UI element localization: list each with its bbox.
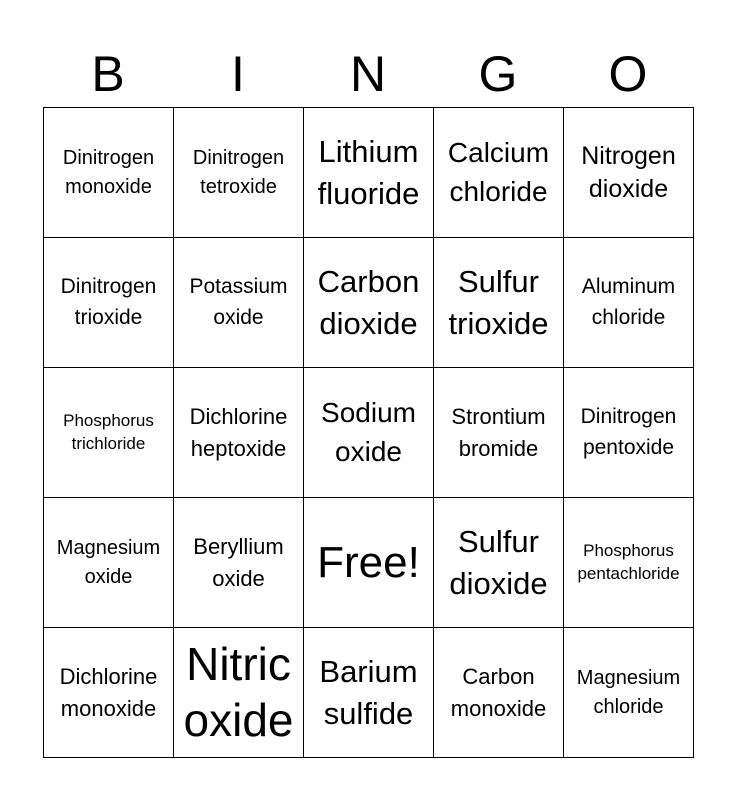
cell-label: Carbon dioxide — [317, 264, 420, 341]
bingo-cell[interactable] — [564, 238, 694, 368]
board-row — [44, 368, 694, 498]
board-row — [44, 498, 694, 628]
header-letter-b: B — [91, 46, 125, 102]
bingo-cell[interactable] — [304, 108, 434, 238]
bingo-cell[interactable] — [564, 628, 694, 758]
bingo-cell[interactable] — [44, 628, 174, 758]
cell-label: Phosphorus pentachloride — [577, 540, 680, 583]
bingo-cell[interactable] — [434, 108, 564, 238]
bingo-cell[interactable] — [304, 238, 434, 368]
cell-label: Calcium chloride — [447, 136, 550, 207]
bingo-cell[interactable] — [44, 238, 174, 368]
cell-label: Aluminum chloride — [581, 275, 676, 329]
bingo-cell[interactable] — [44, 368, 174, 498]
bingo-cell[interactable] — [174, 368, 304, 498]
cell-label: Lithium fluoride — [317, 134, 420, 211]
bingo-cell[interactable] — [44, 498, 174, 628]
board-row — [44, 628, 694, 758]
cell-label: Potassium oxide — [189, 275, 288, 329]
bingo-cell[interactable] — [174, 628, 304, 758]
bingo-header — [43, 40, 693, 108]
bingo-cell[interactable] — [434, 628, 564, 758]
cell-label: Dinitrogen tetroxide — [192, 146, 285, 198]
header-letter-g: G — [478, 46, 518, 102]
cell-label: Beryllium oxide — [193, 533, 284, 591]
cell-label: Barium sulfide — [319, 654, 418, 731]
bingo-cell[interactable] — [174, 238, 304, 368]
bingo-cell[interactable] — [174, 108, 304, 238]
cell-label: Sodium oxide — [321, 396, 416, 467]
board-row — [44, 108, 694, 238]
header-letter-o: O — [608, 46, 648, 102]
bingo-cell[interactable] — [564, 498, 694, 628]
cell-label: Dichlorine heptoxide — [189, 403, 288, 461]
header-letter-n: N — [349, 46, 387, 102]
bingo-cell[interactable] — [434, 238, 564, 368]
bingo-cell[interactable] — [564, 108, 694, 238]
cell-label: Dinitrogen pentoxide — [580, 405, 677, 459]
cell-label: Nitrogen dioxide — [581, 142, 676, 203]
cell-label: Phosphorus trichloride — [63, 410, 154, 453]
cell-label: Magnesium oxide — [56, 536, 161, 588]
bingo-cell[interactable] — [434, 498, 564, 628]
header-letter-i: I — [231, 46, 245, 102]
free-space-label: Free! — [317, 538, 420, 587]
cell-label: Carbon monoxide — [450, 663, 547, 721]
bingo-cell[interactable] — [434, 368, 564, 498]
free-space-cell[interactable] — [304, 498, 434, 628]
board-row — [44, 238, 694, 368]
bingo-cell[interactable] — [304, 628, 434, 758]
cell-label: Dinitrogen trioxide — [60, 275, 157, 329]
cell-label: Nitric oxide — [183, 638, 294, 746]
bingo-cell[interactable] — [174, 498, 304, 628]
bingo-cell[interactable] — [564, 368, 694, 498]
bingo-cell[interactable] — [304, 368, 434, 498]
cell-label: Magnesium chloride — [576, 666, 681, 718]
bingo-board — [43, 107, 694, 758]
cell-label: Strontium bromide — [451, 403, 546, 461]
cell-label: Sulfur trioxide — [448, 264, 549, 341]
cell-label: Sulfur dioxide — [449, 524, 548, 601]
cell-label: Dichlorine monoxide — [59, 663, 158, 721]
bingo-cell[interactable] — [44, 108, 174, 238]
cell-label: Dinitrogen monoxide — [62, 146, 155, 198]
